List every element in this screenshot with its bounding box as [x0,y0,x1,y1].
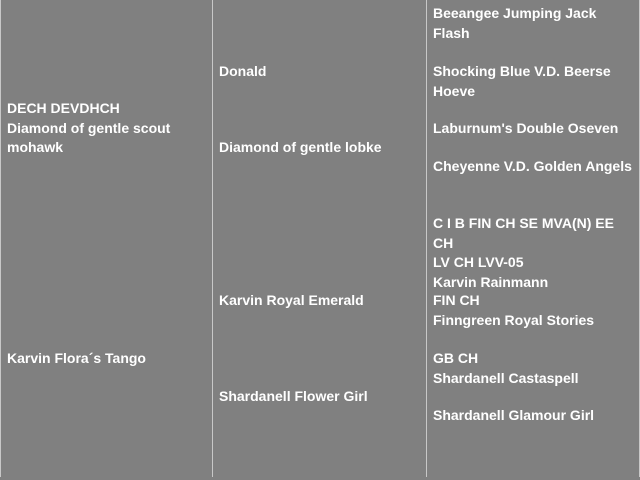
great-grandparent-name: Shocking Blue V.D. Beerse Hoeve [433,63,611,99]
grandparent-name: Shardanell Flower Girl [219,388,368,404]
great-grandparent-title: LV CH LVV-05 [433,254,524,270]
great-grandparent-cell [433,349,635,388]
great-grandparent-name: Finngreen Royal Stories [433,311,595,328]
great-grandparent-name: Beeangee Jumping Jack Flash [433,5,597,41]
great-grandparent-title: C I B FIN CH SE MVA(N) EE CH [433,215,614,251]
great-grandparent-cell [433,291,635,330]
great-grandparent-cell [433,119,635,139]
great-grandparent-name: Shardanell Castaspell [433,369,579,386]
generation-2-column [213,0,427,477]
grandparent-cell [219,387,422,407]
grandparent-cell [219,62,422,82]
grandparent-name: Donald [219,63,267,79]
great-grandparent-title: FIN CH [433,292,480,308]
dam-cell [7,349,208,369]
great-grandparent-name: Cheyenne V.D. Golden Angels [433,158,632,174]
grandparent-cell [219,138,422,158]
sire-cell [7,99,208,158]
great-grandparent-cell [433,4,635,43]
generation-1-column [0,0,213,477]
grandparent-name: Diamond of gentle lobke [219,139,382,155]
great-grandparent-cell [433,157,635,177]
great-grandparent-cell [433,214,635,292]
great-grandparent-title: GB CH [433,350,479,366]
sire-name: Diamond of gentle scout mohawk [7,119,171,155]
great-grandparent-name: Shardanell Glamour Girl [433,407,595,423]
grandparent-name: Karvin Royal Emerald [219,292,364,308]
great-grandparent-name: Karvin Rainmann [433,273,549,290]
great-grandparent-cell [433,406,635,426]
grandparent-cell [219,291,422,311]
great-grandparent-name: Laburnum's Double Oseven [433,120,619,136]
generation-3-column [427,0,640,477]
great-grandparent-cell [433,62,635,101]
dam-name: Karvin Flora´s Tango [7,350,146,366]
sire-title: DECH DEVDHCH [7,100,120,116]
